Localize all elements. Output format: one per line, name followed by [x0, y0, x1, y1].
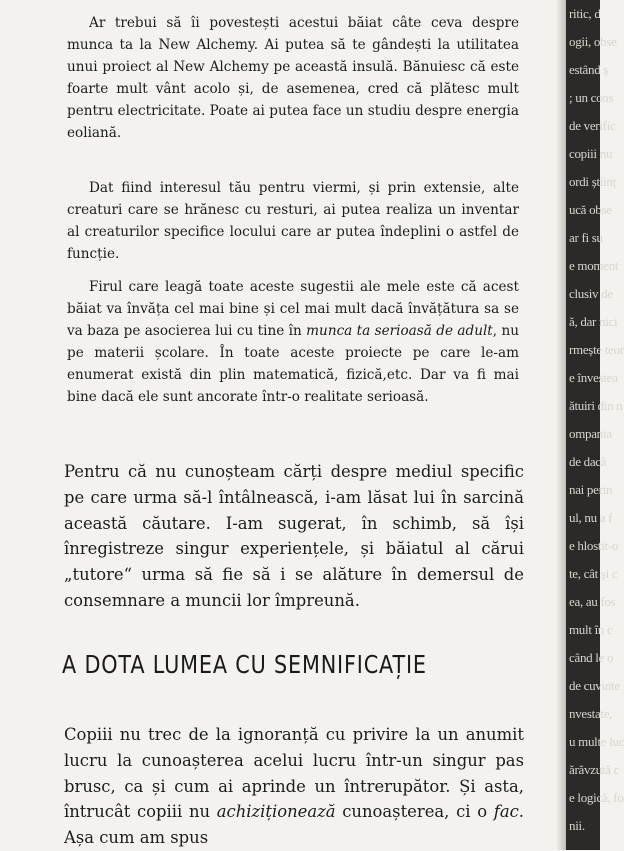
adjacent-page-fragment: ompania — [569, 426, 612, 441]
text-run: Copiii nu trec de la ignoranță cu privire la un anumit lucru la cunoașterea acelui lucru într-un singur pas brusc, ca și cum ai aprinde un întrerupător. Și asta, întrucât copiii nu — [64, 725, 524, 822]
adjacent-page-fragment: mult în c — [569, 622, 613, 637]
text-run: Dat fiind interesul tău pentru viermi, și prin extensie, alte creaturi care se hrănesc cu resturi, ai putea realiza un inventar al creaturilor specifice locului care ar putea îndeplini o astfel de funcție. — [67, 180, 519, 262]
paragraph-research — [64, 459, 524, 614]
adjacent-page-fragment: de dacă — [569, 454, 607, 469]
adjacent-page-edge — [566, 0, 624, 850]
adjacent-page-fragment: nvestate, — [569, 706, 613, 721]
paragraph-serious-work — [67, 276, 519, 408]
adjacent-page-fragment: e hlostit-o — [569, 538, 619, 553]
adjacent-page-fragment: ritic, d — [569, 6, 601, 21]
adjacent-page-fragment: clusiv de — [569, 286, 613, 301]
adjacent-page-fragment: ă, dar nici — [569, 314, 618, 329]
adjacent-page-fragment: e învestea — [569, 370, 618, 385]
adjacent-page-fragment: nai perin — [569, 482, 613, 497]
text-run: cunoașterea, ci o — [335, 802, 494, 822]
adjacent-page-fragment: rmește teor — [569, 342, 624, 357]
adjacent-page-fragment: te, cât și c — [569, 566, 618, 581]
adjacent-page-fragment: nii. — [569, 818, 585, 833]
adjacent-page-fragment: copiii nu — [569, 146, 613, 161]
adjacent-page-fragment: ogii, obse — [569, 34, 617, 49]
paragraph-children-knowledge — [64, 722, 524, 851]
italic-text: fac — [493, 802, 519, 822]
adjacent-page-fragment: estând ș — [569, 62, 609, 77]
italic-text: munca ta serioasă de adult — [306, 323, 493, 339]
adjacent-page-fragment: ătuiri din n — [569, 398, 623, 413]
adjacent-page-fragment: de verific — [569, 118, 616, 133]
text-run: Ar trebui să îi povestești acestui băiat câte ceva despre munca ta la New Alchemy. Ai putea să te gândești la utilitatea unui proiect al New Alchemy pe această insulă. Bănuiesc că este foarte mult vânt acolo și, de asemenea, cred că plătesc mult pentru electricitate. Poate ai putea face un studiu despre energia eoliană. — [67, 15, 519, 141]
text-run: . Așa cum am spus — [64, 802, 525, 848]
adjacent-page-fragment: ul, nu a f — [569, 510, 613, 525]
section-heading: A DOTA LUMEA CU SEMNIFICAȚIE — [62, 650, 427, 679]
adjacent-page-fragment: ordi științ — [569, 174, 616, 189]
adjacent-page-fragment: când le o — [569, 650, 614, 665]
adjacent-page-fragment: ărăvzută c — [569, 762, 620, 777]
adjacent-page-fragment: de cuvinte — [569, 678, 620, 693]
text-run: Pentru că nu cunoșteam cărți despre mediul specific pe care urma să-l întâlnească, i-am lăsat lui în sarcină această căutare. I-am sugerat, în schimb, să își înregistreze singur experiențele, și băiatul al cărui „tutore“ urma să fie să i se alăture în demersul de consemnare a muncii lor împreună. — [64, 462, 524, 610]
adjacent-page-fragment: ; un cons — [569, 90, 614, 105]
text-run: , nu pe materii școlare. În toate aceste proiecte pe care le-am enumerat există din plin matematică, fizică,etc. Dar va fi mai bine dacă ele sunt ancorate într-o realitate serioasă. — [67, 323, 520, 405]
paragraph-worms — [67, 177, 519, 265]
adjacent-page-fragment: u multe luc — [569, 734, 624, 749]
adjacent-page-fragment: e moment — [569, 258, 619, 273]
paragraph-new-alchemy — [67, 12, 519, 144]
text-run: Firul care leagă toate aceste sugestii ale mele este că acest băiat va învăța cel mai bine și cel mai mult dacă învățătura sa se va baza pe asocierea lui cu tine în — [67, 279, 519, 339]
adjacent-page-fragment: ea, au fos — [569, 594, 616, 609]
italic-text: achiziționează — [216, 802, 336, 822]
adjacent-page-fragment: e logică, fo — [569, 790, 624, 805]
adjacent-page-fragment: ar fi su — [569, 230, 603, 245]
adjacent-page-fragment: ucă obse — [569, 202, 612, 217]
